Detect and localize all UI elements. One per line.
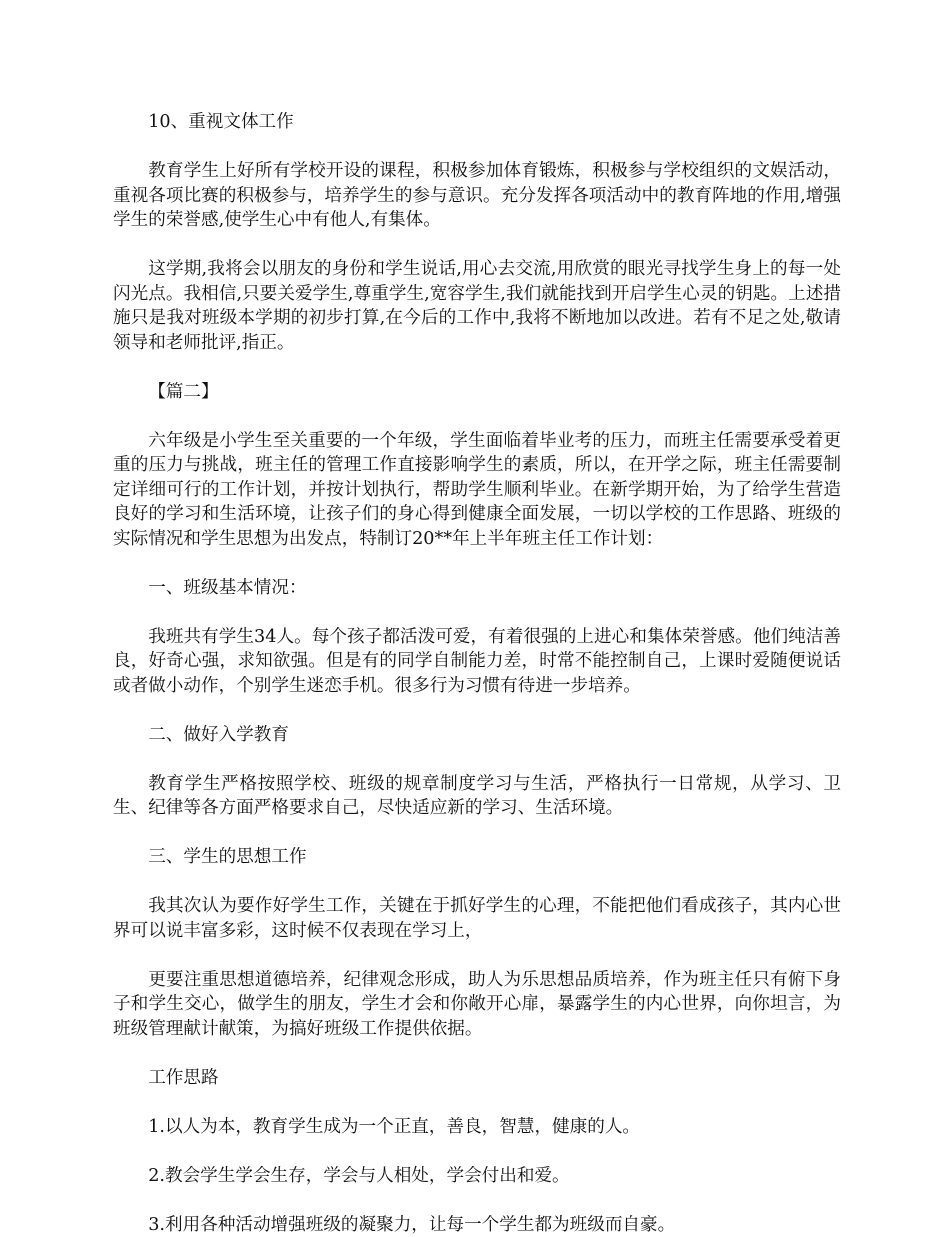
- paragraph-ideology-part-one: 我其次认为要作好学生工作，关键在于抓好学生的心理，不能把他们看成孩子，其内心世界可以说丰富多彩，这时候不仅表现在学习上，: [113, 894, 841, 943]
- list-item-work-approach-3: 3.利用各种活动增强班级的凝聚力，让每一个学生都为班级而自豪。: [113, 1213, 841, 1237]
- paragraph-closing-remarks: 这学期,我将会以朋友的身份和学生说话,用心去交流,用欣赏的眼光寻找学生身上的每一处闪光点。我相信,只要关爱学生,尊重学生,宽容学生,我们就能找到开启学生心灵的钥匙。上述措施只是我对班级本学期的初步打算,在今后的工作中,我将不断地加以改进。若有不足之处,敬请领导和老师批评,指正。: [113, 257, 841, 355]
- document-page: [113, 110, 841, 1237]
- section-heading-ideology: 三、学生的思想工作: [113, 845, 841, 870]
- paragraph-sports-activities: 教育学生上好所有学校开设的课程，积极参加体育锻炼，积极参与学校组织的文娱活动，重视各项比赛的积极参与，培养学生的参与意识。充分发挥各项活动中的教育阵地的作用,增强学生的荣誉感,使学生心中有他人,有集体。: [113, 159, 841, 233]
- paragraph-grade-six-intro: 六年级是小学生至关重要的一个年级，学生面临着毕业考的压力，而班主任需要承受着更重的压力与挑战，班主任的管理工作直接影响学生的素质，所以，在开学之际，班主任需要制定详细可行的工作计划，并按计划执行，帮助学生顺利毕业。在新学期开始，为了给学生营造良好的学习和生活环境，让孩子们的身心得到健康全面发展，一切以学校的工作思路、班级的实际情况和学生思想为出发点，特制订20**年上半年班主任工作计划：: [113, 429, 841, 552]
- section-heading-work-approach: 工作思路: [113, 1066, 841, 1091]
- section-heading-sports: 10、重视文体工作: [113, 110, 841, 135]
- paragraph-ideology-part-two: 更要注重思想道德培养，纪律观念形成，助人为乐思想品质培养，作为班主任只有俯下身子和学生交心，做学生的朋友，学生才会和你敞开心扉，暴露学生的内心世界，向你坦言，为班级管理献计献策，为搞好班级工作提供依据。: [113, 968, 841, 1042]
- section-heading-orientation: 二、做好入学教育: [113, 723, 841, 748]
- section-heading-class-overview: 一、班级基本情况：: [113, 576, 841, 601]
- paragraph-orientation: 教育学生严格按照学校、班级的规章制度学习与生活，严格执行一日常规，从学习、卫生、纪律等各方面严格要求自己，尽快适应新的学习、生活环境。: [113, 772, 841, 821]
- paragraph-class-overview: 我班共有学生34人。每个孩子都活泼可爱，有着很强的上进心和集体荣誉感。他们纯洁善良，好奇心强，求知欲强。但是有的同学自制能力差，时常不能控制自己，上课时爱随便说话或者做小动作，个别学生迷恋手机。很多行为习惯有待进一步培养。: [113, 625, 841, 699]
- part-two-heading: 【篇二】: [113, 380, 841, 405]
- list-item-work-approach-2: 2.教会学生学会生存，学会与人相处，学会付出和爱。: [113, 1164, 841, 1189]
- list-item-work-approach-1: 1.以人为本，教育学生成为一个正直，善良，智慧，健康的人。: [113, 1115, 841, 1140]
